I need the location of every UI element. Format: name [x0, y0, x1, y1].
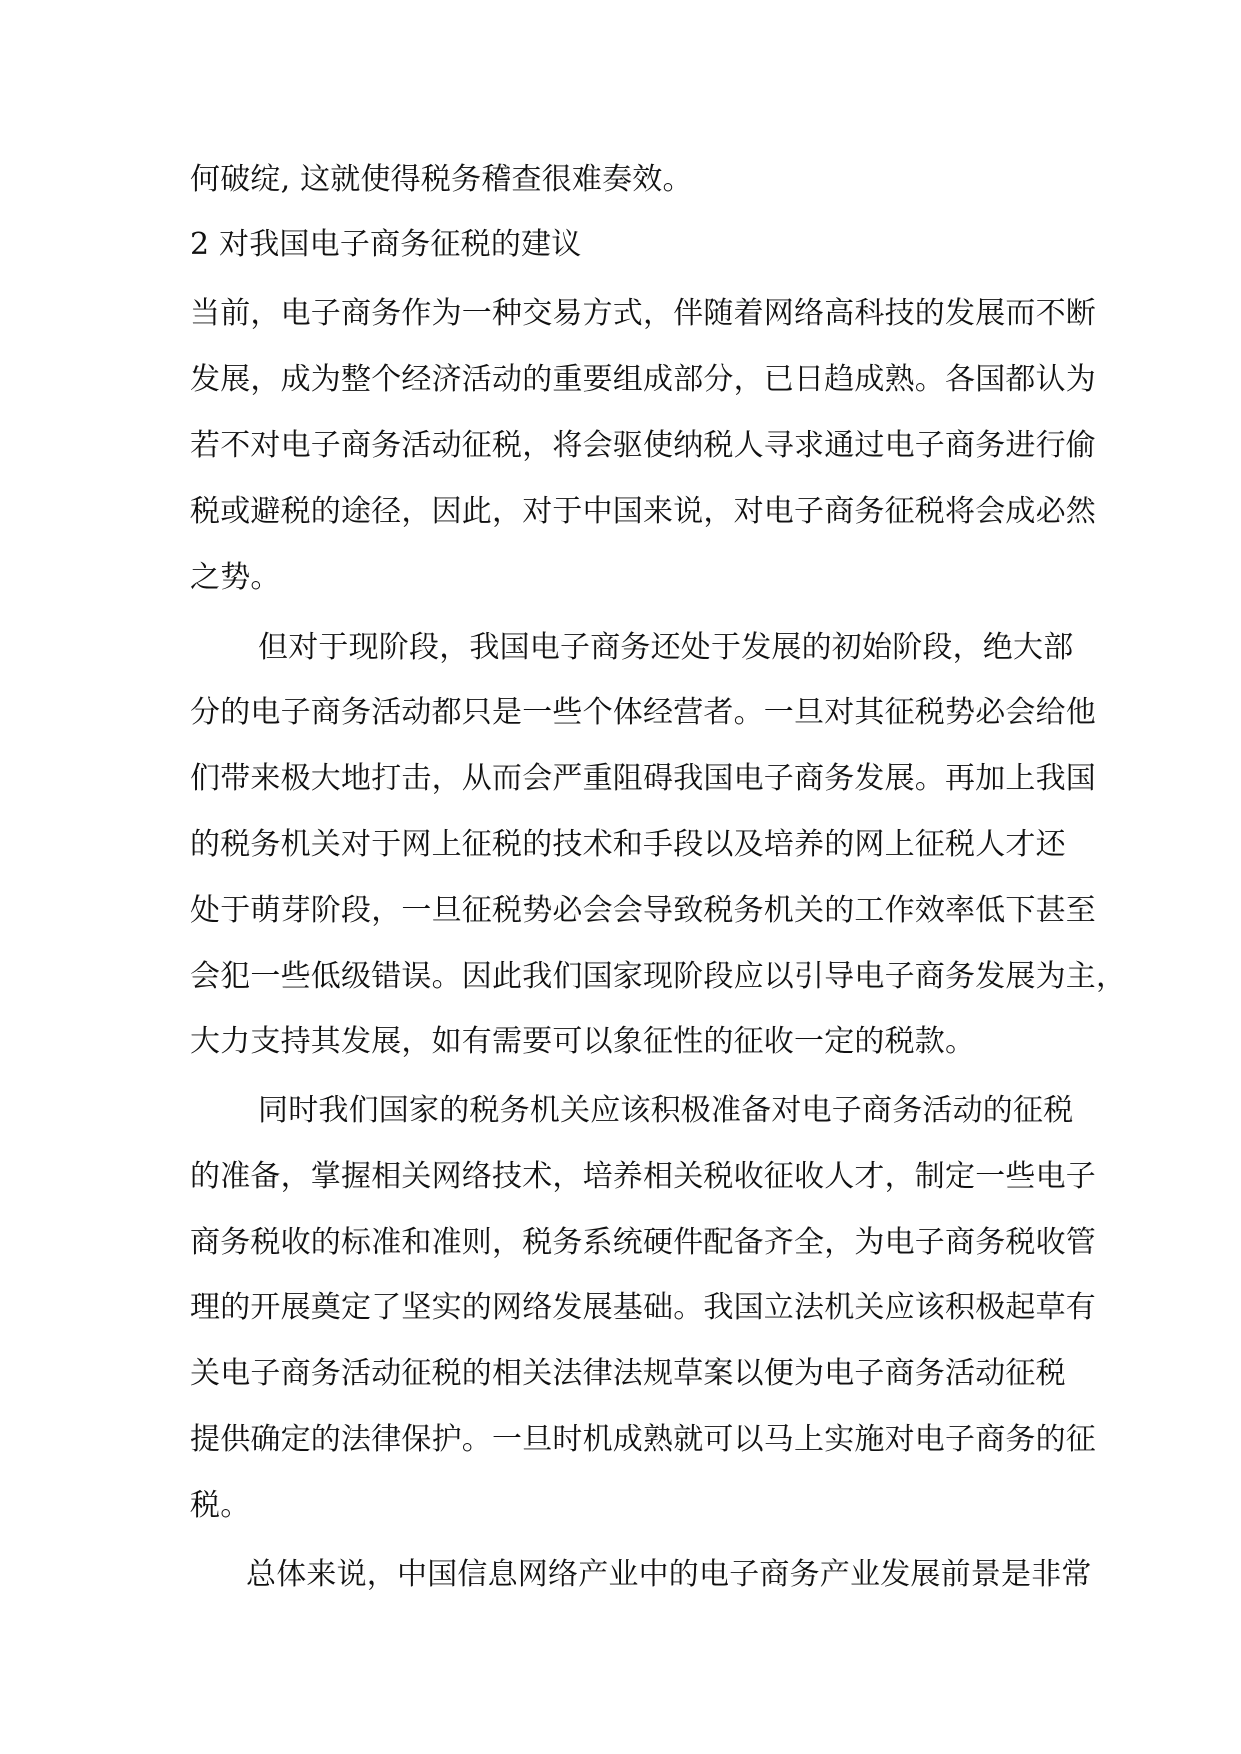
text-line-10: 们带来极大地打击，从而会严重阻碍我国电子商务发展。再加上我国 — [190, 761, 1096, 796]
text-line-21: 税。 — [190, 1488, 251, 1523]
text-line-17: 商务税收的标准和准则，税务系统硬件配备齐全，为电子商务税收管 — [190, 1225, 1096, 1260]
text-line-18: 理的开展奠定了坚实的网络发展基础。我国立法机关应该积极起草有 — [190, 1290, 1096, 1325]
text-line-15: 同时我们国家的税务机关应该积极准备对电子商务活动的征税 — [258, 1093, 1074, 1128]
text-line-13: 会犯一些低级错误。因此我们国家现阶段应以引导电子商务发展为主， — [190, 959, 1127, 994]
text-line-20: 提供确定的法律保护。一旦时机成熟就可以马上实施对电子商务的征 — [190, 1422, 1096, 1457]
section-heading: 2 对我国电子商务征税的建议 — [190, 227, 582, 262]
text-line-7: 之势。 — [190, 560, 281, 595]
text-line-14: 大力支持其发展，如有需要可以象征性的征收一定的税款。 — [190, 1024, 976, 1059]
text-line-16: 的准备，掌握相关网络技术，培养相关税收征收人才，制定一些电子 — [190, 1159, 1096, 1194]
text-line-19: 关电子商务活动征税的相关法律法规草案以便为电子商务活动征税 — [190, 1356, 1066, 1391]
text-line-5: 若不对电子商务活动征税，将会驱使纳税人寻求通过电子商务进行偷 — [190, 428, 1096, 463]
text-line-3: 当前，电子商务作为一种交易方式，伴随着网络高科技的发展而不断 — [190, 296, 1096, 331]
text-line-22: 总体来说，中国信息网络产业中的电子商务产业发展前景是非常 — [246, 1557, 1092, 1592]
text-line-8: 但对于现阶段，我国电子商务还处于发展的初始阶段，绝大部 — [258, 630, 1074, 665]
text-line-11: 的税务机关对于网上征税的技术和手段以及培养的网上征税人才还 — [190, 827, 1066, 862]
text-line-9: 分的电子商务活动都只是一些个体经营者。一旦对其征税势必会给他 — [190, 695, 1096, 730]
text-line-12: 处于萌芽阶段，一旦征税势必会会导致税务机关的工作效率低下甚至 — [190, 893, 1096, 928]
text-line-6: 税或避税的途径，因此，对于中国来说，对电子商务征税将会成必然 — [190, 494, 1096, 529]
text-line-4: 发展，成为整个经济活动的重要组成部分，已日趋成熟。各国都认为 — [190, 362, 1096, 397]
text-line-1: 何破绽, 这就使得税务稽查很难奏效。 — [190, 162, 693, 197]
